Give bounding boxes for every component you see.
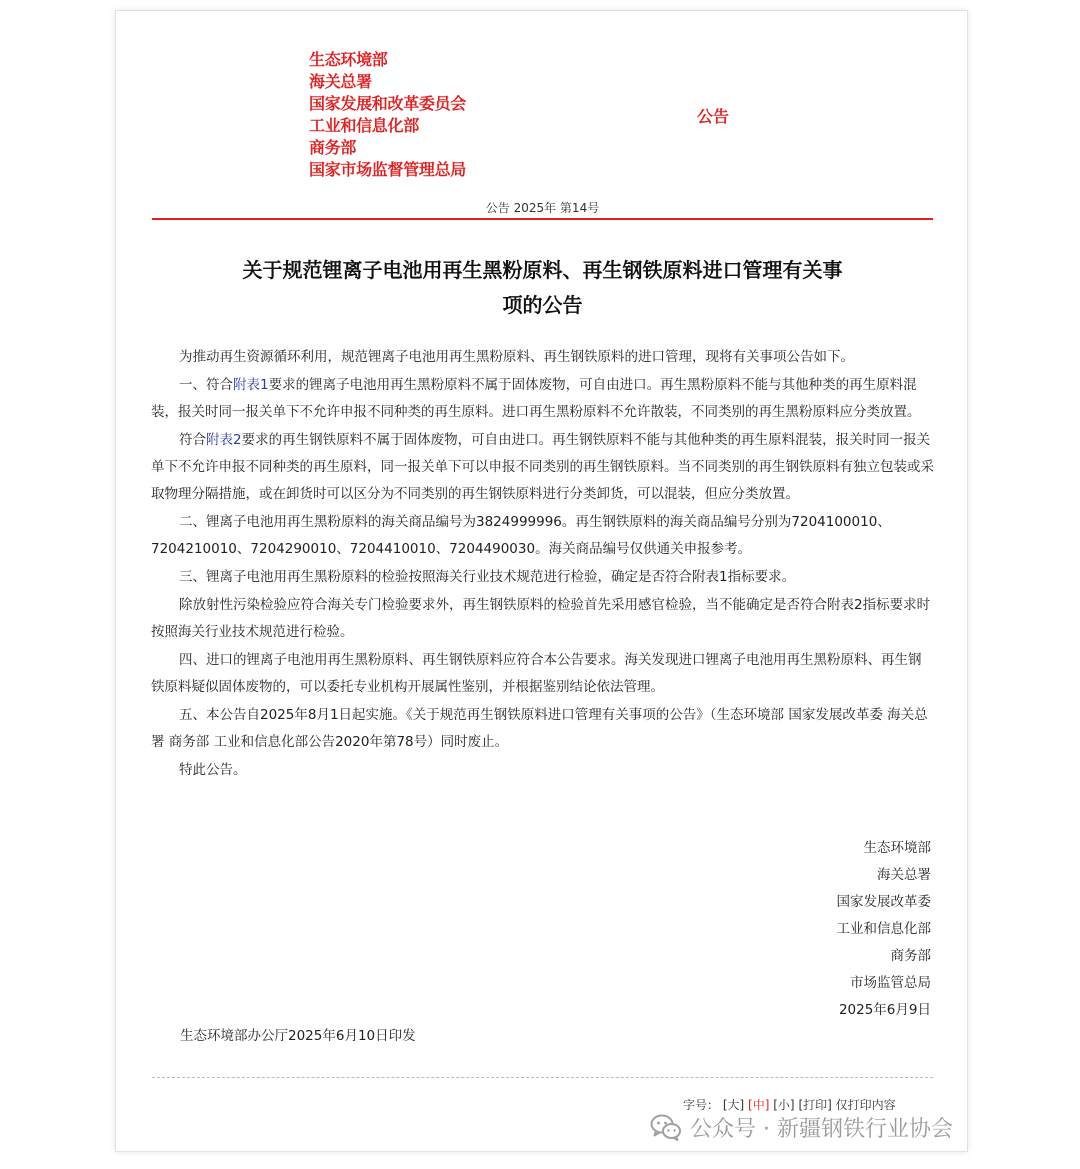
issuer-name: 生态环境部 xyxy=(309,50,388,69)
paragraph: 特此公告。 xyxy=(179,762,247,778)
signature-block xyxy=(837,835,932,1024)
paragraph xyxy=(151,427,934,508)
appendix-1-link[interactable]: 附表1 xyxy=(233,377,269,393)
print-only-content-button[interactable]: 仅打印内容 xyxy=(835,1098,896,1112)
paragraph: 二、锂离子电池用再生黑粉原料的海关商品编号为3824999996。再生钢铁原料的海关商品编号分别为7204100010、7204210010、7204290010、7204410010、7204490030。海关商品编号仅供通关申报参考。 xyxy=(151,514,891,557)
paragraph-text: 要求的锂离子电池用再生黑粉原料不属于固体废物，可自由进口。再生黑粉原料不能与其他种类的再生原料混装，报关时同一报关单下不允许申报不同种类的再生原料。进口再生黑粉原料不允许散装，不同类别的再生黑粉原料应分类放置。 xyxy=(151,377,921,420)
paragraph: 为推动再生资源循环利用，规范锂离子电池用再生黑粉原料、再生钢铁原料的进口管理，现将有关事项公告如下。 xyxy=(179,349,854,365)
issuer-name: 商务部 xyxy=(309,138,357,157)
font-large-button[interactable]: [大] xyxy=(722,1098,745,1112)
issuer-name: 海关总署 xyxy=(309,72,372,91)
paragraph-text: 要求的再生钢铁原料不属于固体废物，可自由进口。再生钢铁原料不能与其他种类的再生原料混装，报关时同一报关单下不允许申报不同种类的再生原料，同一报关单下可以申报不同类别的再生钢铁原料。当不同类别的再生钢铁原料有独立包装或采取物理分隔措施，或在卸货时可以区分为不同类别的再生钢铁原料进行分类卸货，可以混装，但应分类放置。 xyxy=(151,432,934,502)
document-page xyxy=(115,10,968,1152)
issue-note: 生态环境部办公厅2025年6月10日印发 xyxy=(180,1028,416,1044)
title-line: 关于规范锂离子电池用再生黑粉原料、再生钢铁原料进口管理有关事 xyxy=(242,258,843,282)
paragraph: 除放射性污染检验应符合海关专门检验要求外，再生钢铁原料的检验首先采用感官检验，当不能确定是否符合附表2指标要求时按照海关行业技术规范进行检验。 xyxy=(151,597,931,640)
watermark-text: 公众号 · 新疆钢铁行业协会 xyxy=(690,1116,953,1142)
issuer-list xyxy=(309,49,466,181)
notice-label: 公告 xyxy=(697,107,730,126)
signatory: 生态环境部 xyxy=(863,840,931,856)
print-button[interactable]: [打印] xyxy=(798,1098,832,1112)
font-small-button[interactable]: [小] xyxy=(773,1098,795,1112)
title-line: 项的公告 xyxy=(502,293,583,317)
signatory: 工业和信息化部 xyxy=(836,921,931,937)
paragraph-text: 符合 xyxy=(179,432,206,448)
document-body xyxy=(151,344,934,785)
issuer-name: 工业和信息化部 xyxy=(309,116,419,135)
signatory: 商务部 xyxy=(890,948,931,964)
document-number: 公告 2025年 第14号 xyxy=(485,201,600,215)
font-medium-button[interactable]: [中] xyxy=(748,1098,770,1112)
paragraph: 三、锂离子电池用再生黑粉原料的检验按照海关行业技术规范进行检验，确定是否符合附表1指标要求。 xyxy=(179,569,796,585)
signatory: 市场监管总局 xyxy=(850,975,931,991)
red-divider xyxy=(152,218,933,220)
issuer-name: 国家市场监督管理总局 xyxy=(309,160,467,179)
paragraph: 五、本公告自2025年8月1日起实施。《关于规范再生钢铁原料进口管理有关事项的公告》（生态环境部 国家发展改革委 海关总署 商务部 工业和信息化部公告2020年第78号）同时废止。 xyxy=(151,707,928,750)
paragraph: 四、进口的锂离子电池用再生黑粉原料、再生钢铁原料应符合本公告要求。海关发现进口锂离子电池用再生黑粉原料、再生钢铁原料疑似固体废物的，可以委托专业机构开展属性鉴别，并根据鉴别结论依法管理。 xyxy=(151,652,922,695)
paragraph xyxy=(151,372,934,426)
document-title xyxy=(196,253,889,323)
issuer-name: 国家发展和改革委员会 xyxy=(309,94,467,113)
font-size-label: 字号： xyxy=(683,1098,720,1112)
watermark xyxy=(650,1110,953,1144)
signatory: 国家发展改革委 xyxy=(836,894,931,910)
wechat-icon xyxy=(650,1112,682,1142)
dashed-divider xyxy=(152,1077,933,1078)
paragraph-text: 一、符合 xyxy=(179,377,233,393)
signatory: 海关总署 xyxy=(877,867,931,883)
appendix-2-link[interactable]: 附表2 xyxy=(206,432,242,448)
signature-date: 2025年6月9日 xyxy=(838,1002,931,1018)
